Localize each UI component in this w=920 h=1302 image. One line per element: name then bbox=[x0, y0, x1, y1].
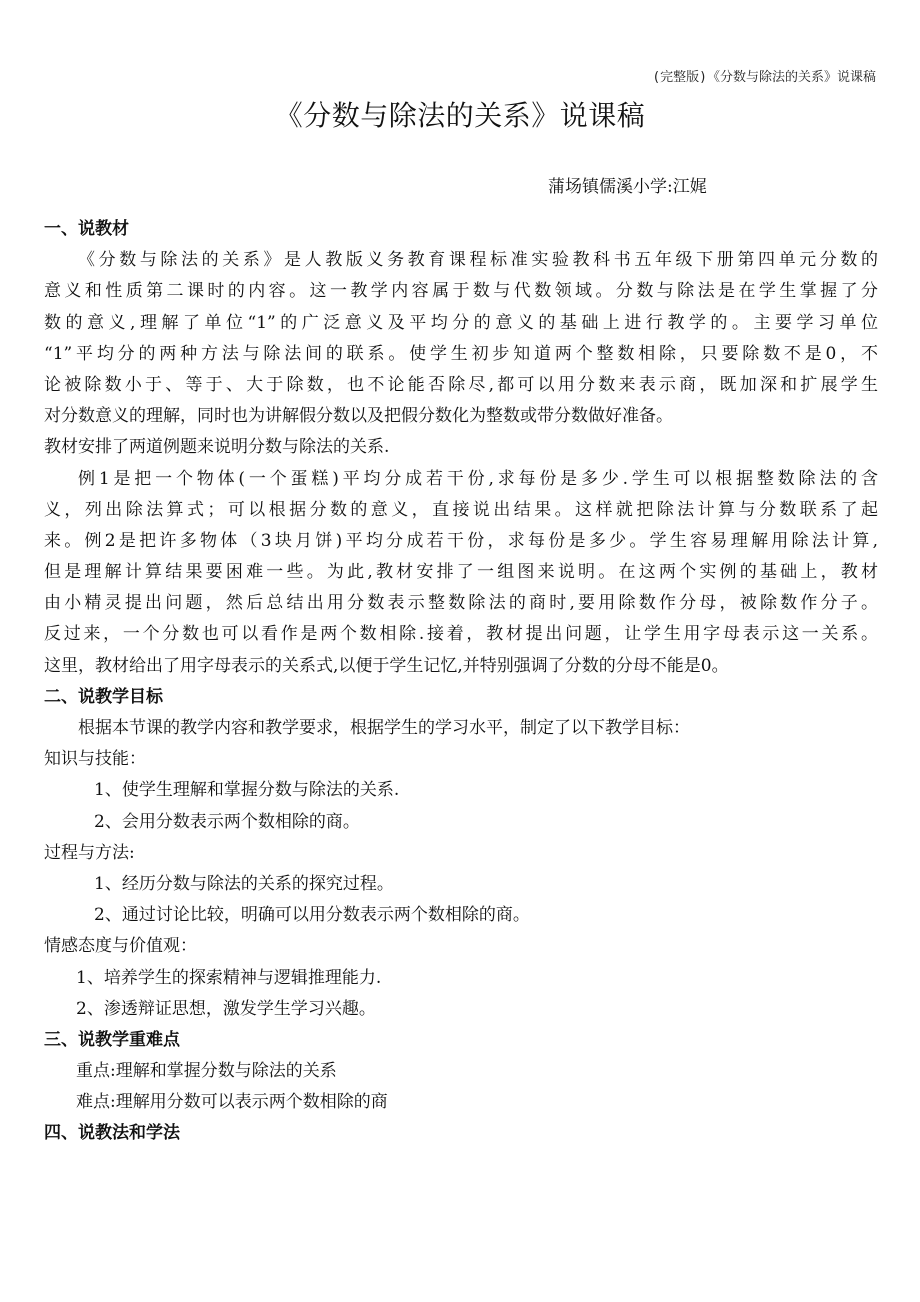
section-heading-textbook: 一、说教材 bbox=[44, 219, 129, 239]
section-heading-objectives: 二、说教学目标 bbox=[44, 686, 163, 707]
paragraph-line: 来。例2是把许多物体（3块月饼)平均分成若干份，求每份是多少。学生容易理解用除法计算, bbox=[44, 530, 878, 551]
paragraph-line: 教材安排了两道例题来说明分数与除法的关系. bbox=[44, 437, 390, 458]
paragraph-line: “1”平均分的两种方法与除法间的联系。使学生初步知道两个整数相除，只要除数不是0，不 bbox=[44, 343, 878, 364]
difficult-point: 难点:理解用分数可以表示两个数相除的商 bbox=[76, 1092, 388, 1113]
paragraph-line: 数的意义,理解了单位“1”的广泛意义及平均分的意义的基础上进行教学的。主要学习单位 bbox=[44, 312, 878, 333]
paragraph-line: 由小精灵提出问题，然后总结出用分数表示整数除法的商时,要用除数作分母，被除数作分子。 bbox=[44, 593, 878, 614]
process-item: 1、经历分数与除法的关系的探究过程。 bbox=[94, 873, 394, 894]
objectives-intro: 根据本节课的教学内容和教学要求，根据学生的学习水平，制定了以下教学目标： bbox=[78, 718, 690, 738]
paragraph-line: 但是理解计算结果要困难一些。为此,教材安排了一组图来说明。在这两个实例的基础上，教材 bbox=[44, 562, 878, 583]
process-item: 2、通过讨论比较，明确可以用分数表示两个数相除的商。 bbox=[94, 905, 530, 926]
paragraph-line: 对分数意义的理解，同时也为讲解假分数以及把假分数化为整数或带分数做好准备。 bbox=[44, 406, 673, 427]
paragraph-line: 《分数与除法的关系》是人教版义务教育课程标准实验教科书五年级下册第四单元分数的 bbox=[78, 250, 878, 271]
paragraph-line: 例1是把一个物体(一个蛋糕)平均分成若干份,求每份是多少.学生可以根据整数除法的含 bbox=[78, 468, 878, 489]
emotion-label: 情感态度与价值观： bbox=[44, 936, 197, 957]
knowledge-item: 1、使学生理解和掌握分数与除法的关系. bbox=[94, 780, 400, 801]
paragraph-line: 反过来，一个分数也可以看作是两个数相除.接着，教材提出问题，让学生用字母表示这一关系。 bbox=[44, 624, 878, 645]
paragraph-line: 这里，教材给出了用字母表示的关系式,以便于学生记忆,并特别强调了分数的分母不能是0。 bbox=[44, 655, 729, 676]
header-note: (完整版)《分数与除法的关系》说课稿 bbox=[652, 70, 876, 85]
knowledge-label: 知识与技能： bbox=[44, 749, 146, 770]
paragraph-line: 意义和性质第二课时的内容。这一教学内容属于数与代数领域。分数与除法是在学生掌握了分 bbox=[44, 281, 878, 302]
page-title: 《分数与除法的关系》说课稿 bbox=[274, 99, 646, 132]
author-line: 蒲场镇儒溪小学:江娓 bbox=[548, 177, 707, 197]
section-heading-methods: 四、说教法和学法 bbox=[44, 1123, 180, 1144]
emotion-item: 2、渗透辩证思想，激发学生学习兴趣。 bbox=[76, 998, 376, 1019]
paragraph-line: 义，列出除法算式；可以根据分数的意义，直接说出结果。这样就把除法计算与分数联系了起 bbox=[44, 499, 878, 520]
key-point: 重点:理解和掌握分数与除法的关系 bbox=[76, 1061, 337, 1082]
section-heading-key-points: 三、说教学重难点 bbox=[44, 1029, 180, 1050]
knowledge-item: 2、会用分数表示两个数相除的商。 bbox=[94, 811, 360, 832]
paragraph-line: 论被除数小于、等于、大于除数，也不论能否除尽,都可以用分数来表示商，既加深和扩展学生 bbox=[44, 374, 878, 395]
document-body bbox=[44, 214, 878, 1150]
process-label: 过程与方法: bbox=[44, 842, 135, 863]
emotion-item: 1、培养学生的探索精神与逻辑推理能力. bbox=[76, 967, 382, 988]
